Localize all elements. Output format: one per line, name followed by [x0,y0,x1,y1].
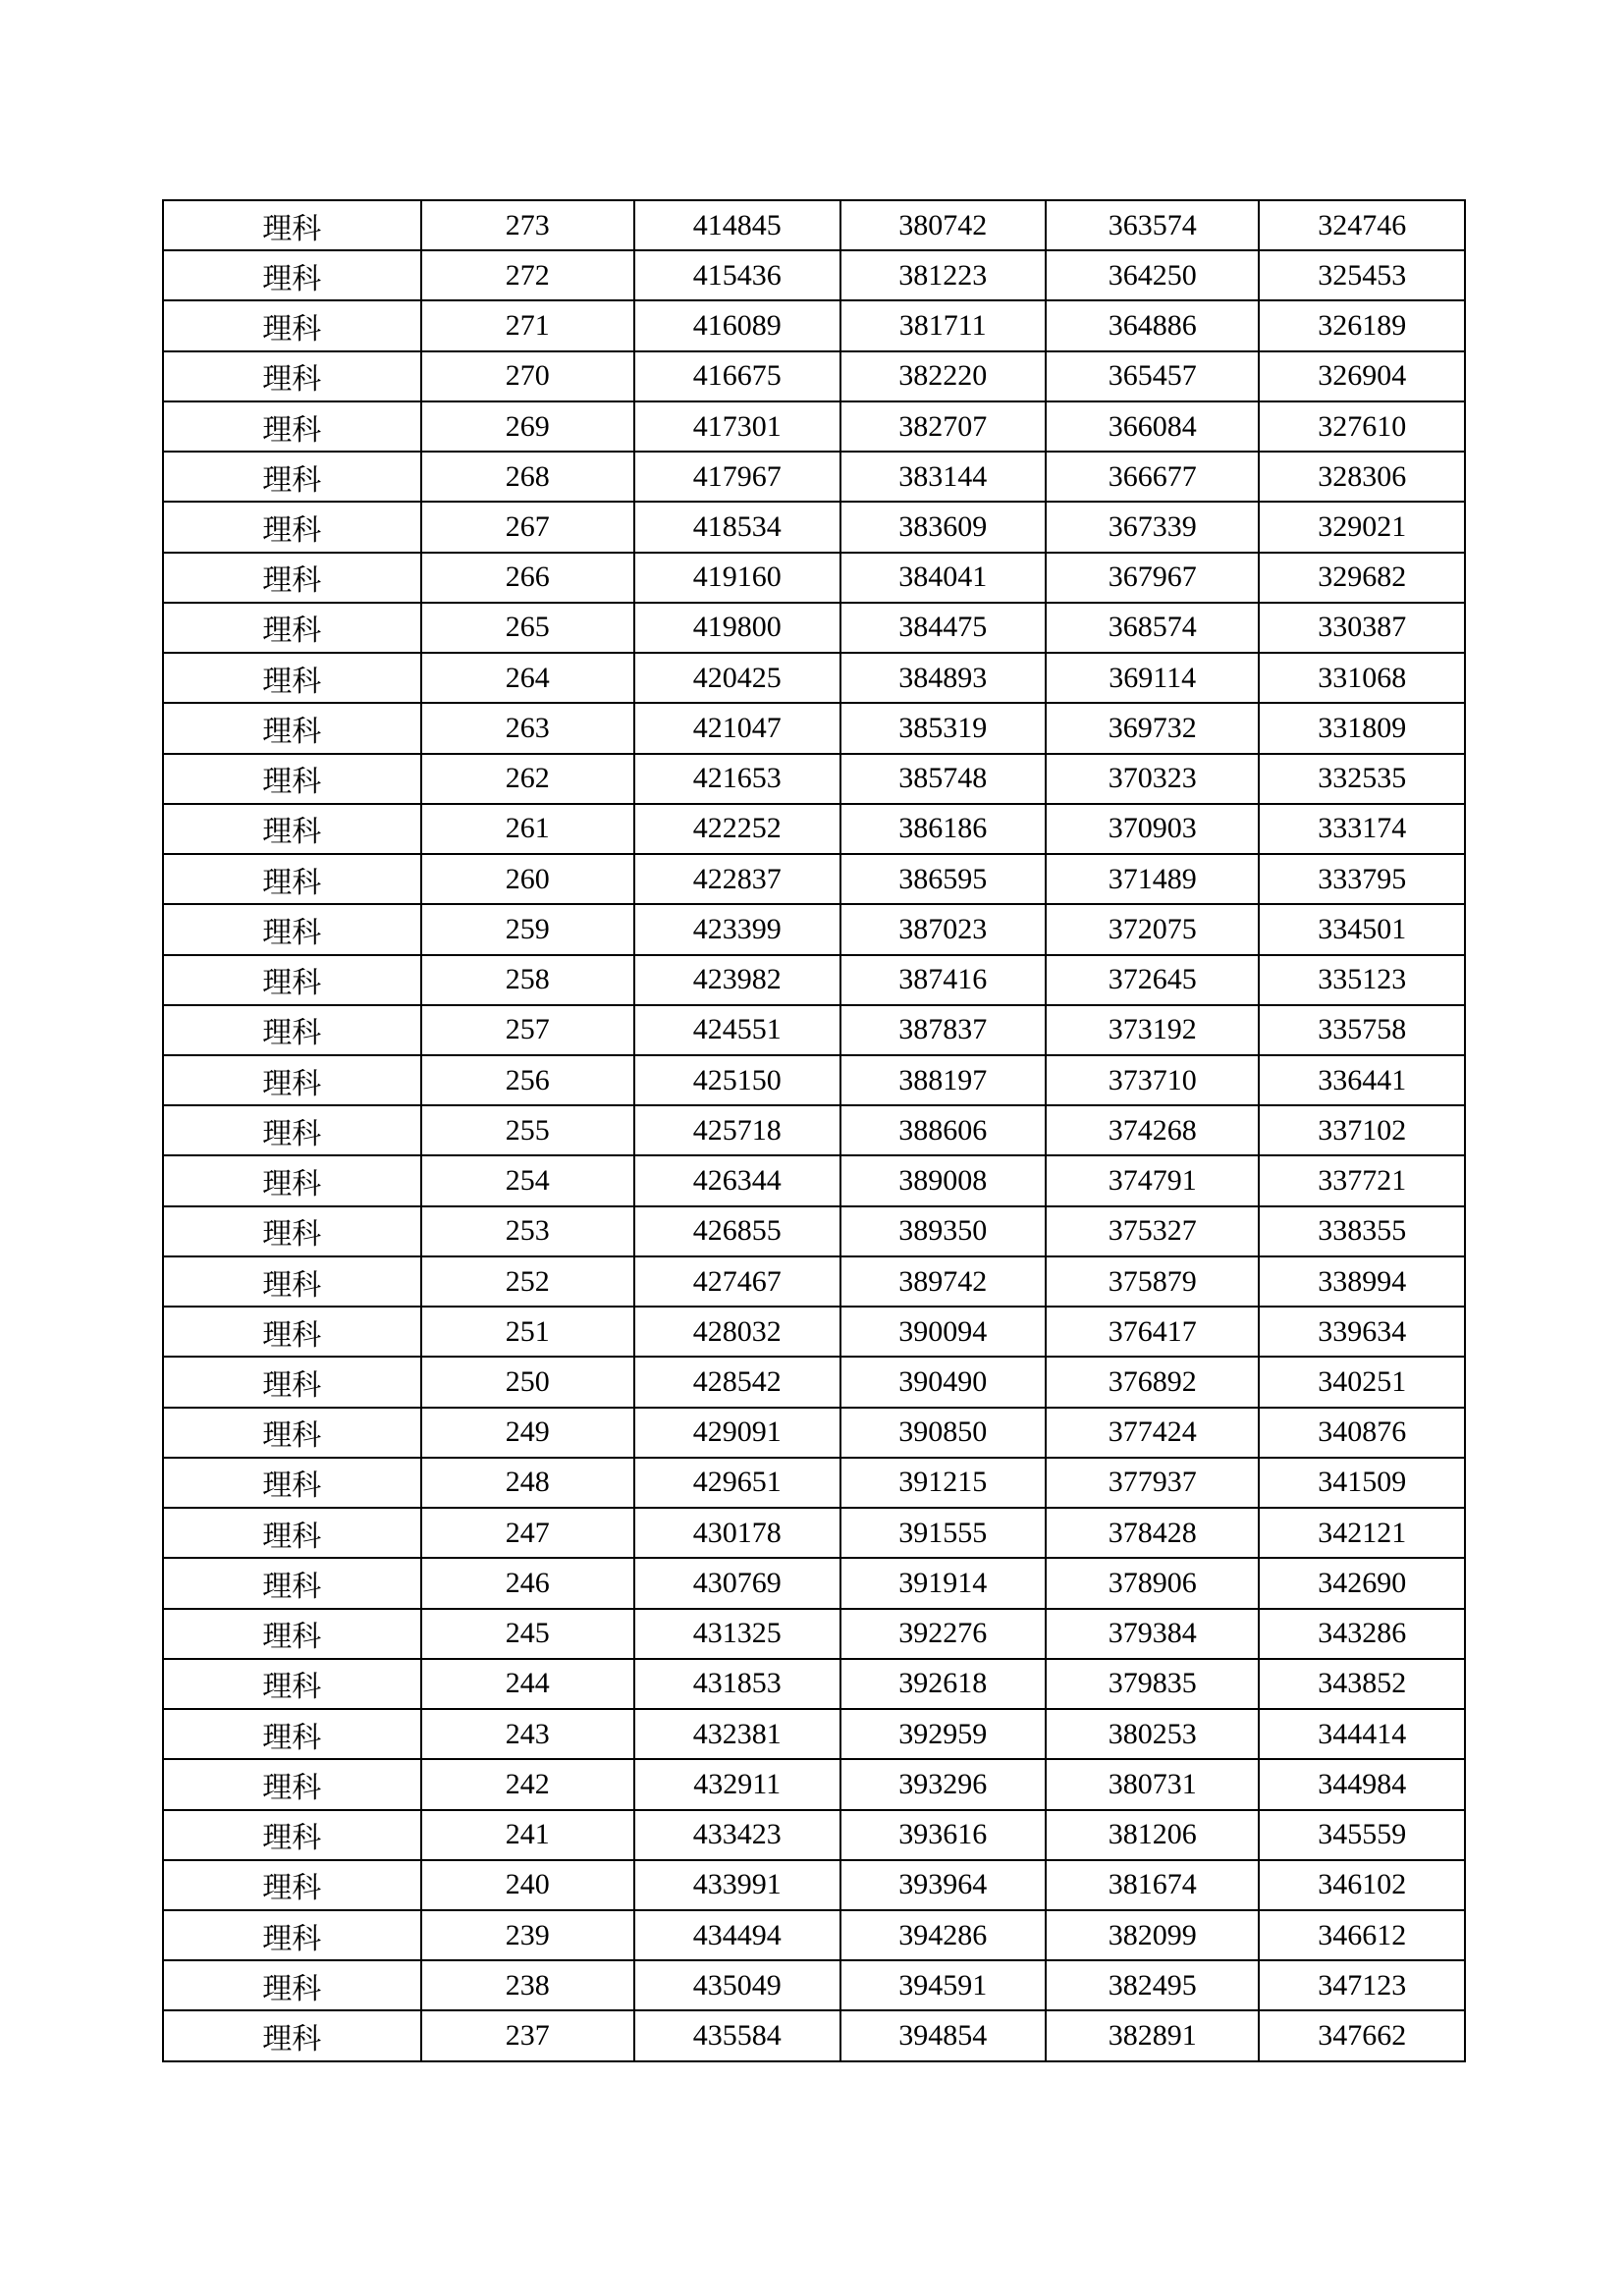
table-cell-score: 251 [421,1307,634,1357]
table-cell-subject: 理科 [163,854,421,904]
table-row [163,1759,1465,1809]
table-cell-subject: 理科 [163,1860,421,1910]
table-cell-v4: 331068 [1259,653,1465,703]
table-cell-v3: 378906 [1046,1558,1259,1608]
table-cell-v1: 431325 [634,1609,840,1659]
table-cell-v3: 381674 [1046,1860,1259,1910]
table-cell-subject: 理科 [163,1408,421,1458]
table-cell-score: 254 [421,1155,634,1205]
table-cell-score: 266 [421,553,634,603]
table-cell-v3: 379835 [1046,1659,1259,1709]
table-cell-subject: 理科 [163,1105,421,1155]
table-cell-v2: 393964 [840,1860,1047,1910]
table-cell-subject: 理科 [163,904,421,954]
table-cell-v4: 342121 [1259,1508,1465,1558]
table-cell-subject: 理科 [163,1508,421,1558]
table-cell-v2: 390850 [840,1408,1047,1458]
table-cell-v3: 382891 [1046,2010,1259,2061]
table-cell-subject: 理科 [163,1709,421,1759]
table-cell-v3: 366084 [1046,401,1259,452]
table-cell-v3: 375879 [1046,1256,1259,1307]
table-row [163,804,1465,854]
table-cell-score: 248 [421,1458,634,1508]
table-cell-score: 238 [421,1960,634,2010]
table-cell-v4: 332535 [1259,754,1465,804]
table-cell-v4: 344414 [1259,1709,1465,1759]
table-cell-v4: 340876 [1259,1408,1465,1458]
table-cell-v2: 383144 [840,452,1047,502]
table-cell-score: 268 [421,452,634,502]
table-cell-subject: 理科 [163,1155,421,1205]
table-cell-v4: 326904 [1259,351,1465,401]
table-cell-v4: 347123 [1259,1960,1465,2010]
table-cell-v4: 331809 [1259,703,1465,753]
table-cell-v1: 429091 [634,1408,840,1458]
table-cell-subject: 理科 [163,200,421,250]
table-cell-v4: 345559 [1259,1810,1465,1860]
table-cell-v3: 374268 [1046,1105,1259,1155]
table-row [163,2010,1465,2061]
table-row [163,1810,1465,1860]
table-cell-subject: 理科 [163,1055,421,1105]
table-cell-v2: 392959 [840,1709,1047,1759]
table-row [163,553,1465,603]
table-cell-subject: 理科 [163,250,421,300]
table-cell-v1: 429651 [634,1458,840,1508]
table-cell-v1: 424551 [634,1005,840,1055]
table-cell-v3: 376417 [1046,1307,1259,1357]
table-cell-v4: 337102 [1259,1105,1465,1155]
table-cell-v2: 389008 [840,1155,1047,1205]
table-cell-score: 265 [421,603,634,653]
table-cell-subject: 理科 [163,703,421,753]
table-cell-v2: 392618 [840,1659,1047,1709]
table-cell-subject: 理科 [163,1458,421,1508]
table-cell-v2: 386595 [840,854,1047,904]
table-cell-subject: 理科 [163,754,421,804]
table-cell-v2: 386186 [840,804,1047,854]
table-cell-score: 272 [421,250,634,300]
table-cell-score: 269 [421,401,634,452]
table-row [163,401,1465,452]
table-cell-v3: 376892 [1046,1357,1259,1407]
table-cell-v1: 431853 [634,1659,840,1709]
table-row [163,1860,1465,1910]
table-cell-subject: 理科 [163,603,421,653]
table-cell-v2: 384041 [840,553,1047,603]
table-cell-v1: 420425 [634,653,840,703]
table-cell-v1: 427467 [634,1256,840,1307]
table-cell-v1: 433423 [634,1810,840,1860]
table-cell-v2: 385319 [840,703,1047,753]
table-cell-v2: 390094 [840,1307,1047,1357]
table-row [163,351,1465,401]
table-cell-v2: 391914 [840,1558,1047,1608]
table-cell-score: 241 [421,1810,634,1860]
table-cell-v4: 330387 [1259,603,1465,653]
table-cell-v1: 426344 [634,1155,840,1205]
table-cell-v1: 419160 [634,553,840,603]
table-cell-v3: 369114 [1046,653,1259,703]
table-cell-subject: 理科 [163,300,421,350]
table-row [163,1408,1465,1458]
table-cell-score: 258 [421,955,634,1005]
table-row [163,1910,1465,1960]
table-cell-v1: 435049 [634,1960,840,2010]
table-cell-v4: 327610 [1259,401,1465,452]
table-cell-score: 256 [421,1055,634,1105]
table-cell-v1: 421047 [634,703,840,753]
table-cell-v1: 422837 [634,854,840,904]
table-cell-v1: 430178 [634,1508,840,1558]
table-cell-subject: 理科 [163,955,421,1005]
table-cell-score: 263 [421,703,634,753]
table-cell-subject: 理科 [163,401,421,452]
table-cell-v4: 346102 [1259,1860,1465,1910]
table-cell-v2: 388606 [840,1105,1047,1155]
table-cell-subject: 理科 [163,1759,421,1809]
table-cell-v1: 432381 [634,1709,840,1759]
table-cell-score: 260 [421,854,634,904]
table-cell-v4: 340251 [1259,1357,1465,1407]
table-cell-v3: 382099 [1046,1910,1259,1960]
table-row [163,1206,1465,1256]
table-cell-v4: 339634 [1259,1307,1465,1357]
table-cell-subject: 理科 [163,452,421,502]
table-cell-v3: 377937 [1046,1458,1259,1508]
table-row [163,653,1465,703]
table-row [163,1005,1465,1055]
table-cell-score: 240 [421,1860,634,1910]
table-row [163,754,1465,804]
table-cell-v3: 374791 [1046,1155,1259,1205]
table-cell-v1: 422252 [634,804,840,854]
table-cell-v2: 394854 [840,2010,1047,2061]
score-table [162,199,1466,2062]
table-cell-v3: 369732 [1046,703,1259,753]
table-cell-v2: 394591 [840,1960,1047,2010]
table-row [163,1709,1465,1759]
table-cell-score: 267 [421,502,634,552]
table-cell-v2: 384893 [840,653,1047,703]
table-cell-v2: 389742 [840,1256,1047,1307]
table-cell-score: 242 [421,1759,634,1809]
table-cell-v3: 371489 [1046,854,1259,904]
table-cell-v1: 416089 [634,300,840,350]
table-cell-v3: 379384 [1046,1609,1259,1659]
table-cell-subject: 理科 [163,1910,421,1960]
table-cell-v1: 425718 [634,1105,840,1155]
table-cell-v2: 387837 [840,1005,1047,1055]
table-cell-score: 244 [421,1659,634,1709]
table-cell-v2: 381223 [840,250,1047,300]
table-cell-score: 249 [421,1408,634,1458]
table-cell-v3: 367967 [1046,553,1259,603]
table-row [163,955,1465,1005]
table-cell-v1: 434494 [634,1910,840,1960]
table-cell-score: 262 [421,754,634,804]
table-cell-v2: 385748 [840,754,1047,804]
table-cell-score: 243 [421,1709,634,1759]
table-row [163,200,1465,250]
table-row [163,1508,1465,1558]
table-cell-subject: 理科 [163,1307,421,1357]
table-cell-v2: 380742 [840,200,1047,250]
table-cell-v3: 378428 [1046,1508,1259,1558]
table-cell-v2: 382707 [840,401,1047,452]
table-cell-v3: 372075 [1046,904,1259,954]
table-cell-v4: 335123 [1259,955,1465,1005]
table-cell-v4: 338994 [1259,1256,1465,1307]
table-cell-v2: 394286 [840,1910,1047,1960]
table-cell-v4: 343852 [1259,1659,1465,1709]
table-cell-v3: 381206 [1046,1810,1259,1860]
table-cell-v4: 343286 [1259,1609,1465,1659]
table-cell-v3: 375327 [1046,1206,1259,1256]
table-cell-v1: 435584 [634,2010,840,2061]
table-cell-subject: 理科 [163,804,421,854]
table-row [163,1609,1465,1659]
table-cell-score: 259 [421,904,634,954]
table-cell-v1: 430769 [634,1558,840,1608]
table-cell-v4: 329021 [1259,502,1465,552]
table-cell-score: 247 [421,1508,634,1558]
table-row [163,1960,1465,2010]
table-cell-v4: 346612 [1259,1910,1465,1960]
table-cell-v4: 329682 [1259,553,1465,603]
table-cell-v1: 423982 [634,955,840,1005]
table-cell-v1: 425150 [634,1055,840,1105]
table-cell-subject: 理科 [163,1256,421,1307]
table-cell-score: 257 [421,1005,634,1055]
table-cell-v3: 373710 [1046,1055,1259,1105]
table-cell-v4: 325453 [1259,250,1465,300]
table-cell-score: 246 [421,1558,634,1608]
table-cell-v4: 338355 [1259,1206,1465,1256]
table-cell-v2: 387023 [840,904,1047,954]
table-cell-v1: 417301 [634,401,840,452]
table-cell-v3: 367339 [1046,502,1259,552]
table-cell-v2: 387416 [840,955,1047,1005]
table-cell-v3: 364886 [1046,300,1259,350]
table-cell-subject: 理科 [163,1659,421,1709]
table-cell-v1: 416675 [634,351,840,401]
table-cell-subject: 理科 [163,1960,421,2010]
table-cell-v4: 333795 [1259,854,1465,904]
table-cell-v4: 333174 [1259,804,1465,854]
table-row [163,854,1465,904]
table-row [163,1307,1465,1357]
table-row [163,1105,1465,1155]
table-cell-v2: 393616 [840,1810,1047,1860]
table-cell-score: 250 [421,1357,634,1407]
table-cell-subject: 理科 [163,653,421,703]
table-cell-score: 264 [421,653,634,703]
table-cell-v3: 370323 [1046,754,1259,804]
table-cell-v4: 342690 [1259,1558,1465,1608]
table-cell-subject: 理科 [163,502,421,552]
table-cell-v3: 370903 [1046,804,1259,854]
table-cell-subject: 理科 [163,1005,421,1055]
table-cell-v1: 428032 [634,1307,840,1357]
table-row [163,1458,1465,1508]
table-cell-v1: 423399 [634,904,840,954]
table-cell-v2: 389350 [840,1206,1047,1256]
table-row [163,603,1465,653]
table-cell-subject: 理科 [163,1810,421,1860]
table-cell-v2: 383609 [840,502,1047,552]
table-cell-score: 255 [421,1105,634,1155]
table-cell-v3: 363574 [1046,200,1259,250]
table-cell-v2: 393296 [840,1759,1047,1809]
table-cell-v3: 373192 [1046,1005,1259,1055]
table-row [163,904,1465,954]
table-cell-v3: 382495 [1046,1960,1259,2010]
table-cell-v4: 334501 [1259,904,1465,954]
table-cell-v2: 392276 [840,1609,1047,1659]
table-cell-v2: 388197 [840,1055,1047,1105]
table-cell-v1: 414845 [634,200,840,250]
table-cell-v1: 419800 [634,603,840,653]
table-cell-v2: 390490 [840,1357,1047,1407]
table-row [163,1357,1465,1407]
table-cell-v2: 384475 [840,603,1047,653]
table-cell-v3: 364250 [1046,250,1259,300]
table-row [163,1155,1465,1205]
table-cell-score: 237 [421,2010,634,2061]
table-row [163,300,1465,350]
table-row [163,1055,1465,1105]
table-cell-v3: 365457 [1046,351,1259,401]
table-cell-score: 271 [421,300,634,350]
table-cell-subject: 理科 [163,2010,421,2061]
table-cell-subject: 理科 [163,1206,421,1256]
table-cell-v1: 426855 [634,1206,840,1256]
table-cell-score: 239 [421,1910,634,1960]
table-cell-v1: 421653 [634,754,840,804]
table-row [163,1659,1465,1709]
table-cell-score: 273 [421,200,634,250]
table-cell-v4: 324746 [1259,200,1465,250]
table-cell-v3: 380731 [1046,1759,1259,1809]
table-row [163,250,1465,300]
table-cell-v1: 417967 [634,452,840,502]
table-cell-score: 253 [421,1206,634,1256]
table-cell-score: 261 [421,804,634,854]
table-cell-v3: 366677 [1046,452,1259,502]
table-cell-subject: 理科 [163,1609,421,1659]
table-cell-v1: 433991 [634,1860,840,1910]
table-cell-score: 252 [421,1256,634,1307]
table-cell-v4: 337721 [1259,1155,1465,1205]
table-cell-v1: 432911 [634,1759,840,1809]
table-cell-v4: 335758 [1259,1005,1465,1055]
table-row [163,1256,1465,1307]
table-cell-v4: 326189 [1259,300,1465,350]
table-cell-v4: 341509 [1259,1458,1465,1508]
table-cell-v4: 336441 [1259,1055,1465,1105]
table-cell-v4: 328306 [1259,452,1465,502]
table-cell-v4: 344984 [1259,1759,1465,1809]
table-row [163,502,1465,552]
table-cell-v2: 391215 [840,1458,1047,1508]
table-cell-v3: 380253 [1046,1709,1259,1759]
table-cell-v3: 372645 [1046,955,1259,1005]
table-row [163,703,1465,753]
table-cell-v1: 418534 [634,502,840,552]
table-row [163,452,1465,502]
table-cell-v2: 381711 [840,300,1047,350]
table-cell-subject: 理科 [163,1357,421,1407]
table-cell-subject: 理科 [163,1558,421,1608]
table-cell-v3: 368574 [1046,603,1259,653]
table-cell-v2: 391555 [840,1508,1047,1558]
table-cell-v1: 428542 [634,1357,840,1407]
table-cell-v4: 347662 [1259,2010,1465,2061]
table-row [163,1558,1465,1608]
table-cell-v1: 415436 [634,250,840,300]
table-cell-v3: 377424 [1046,1408,1259,1458]
score-table-body [163,200,1465,2061]
table-cell-subject: 理科 [163,351,421,401]
table-cell-score: 245 [421,1609,634,1659]
table-cell-subject: 理科 [163,553,421,603]
table-cell-v2: 382220 [840,351,1047,401]
table-cell-score: 270 [421,351,634,401]
